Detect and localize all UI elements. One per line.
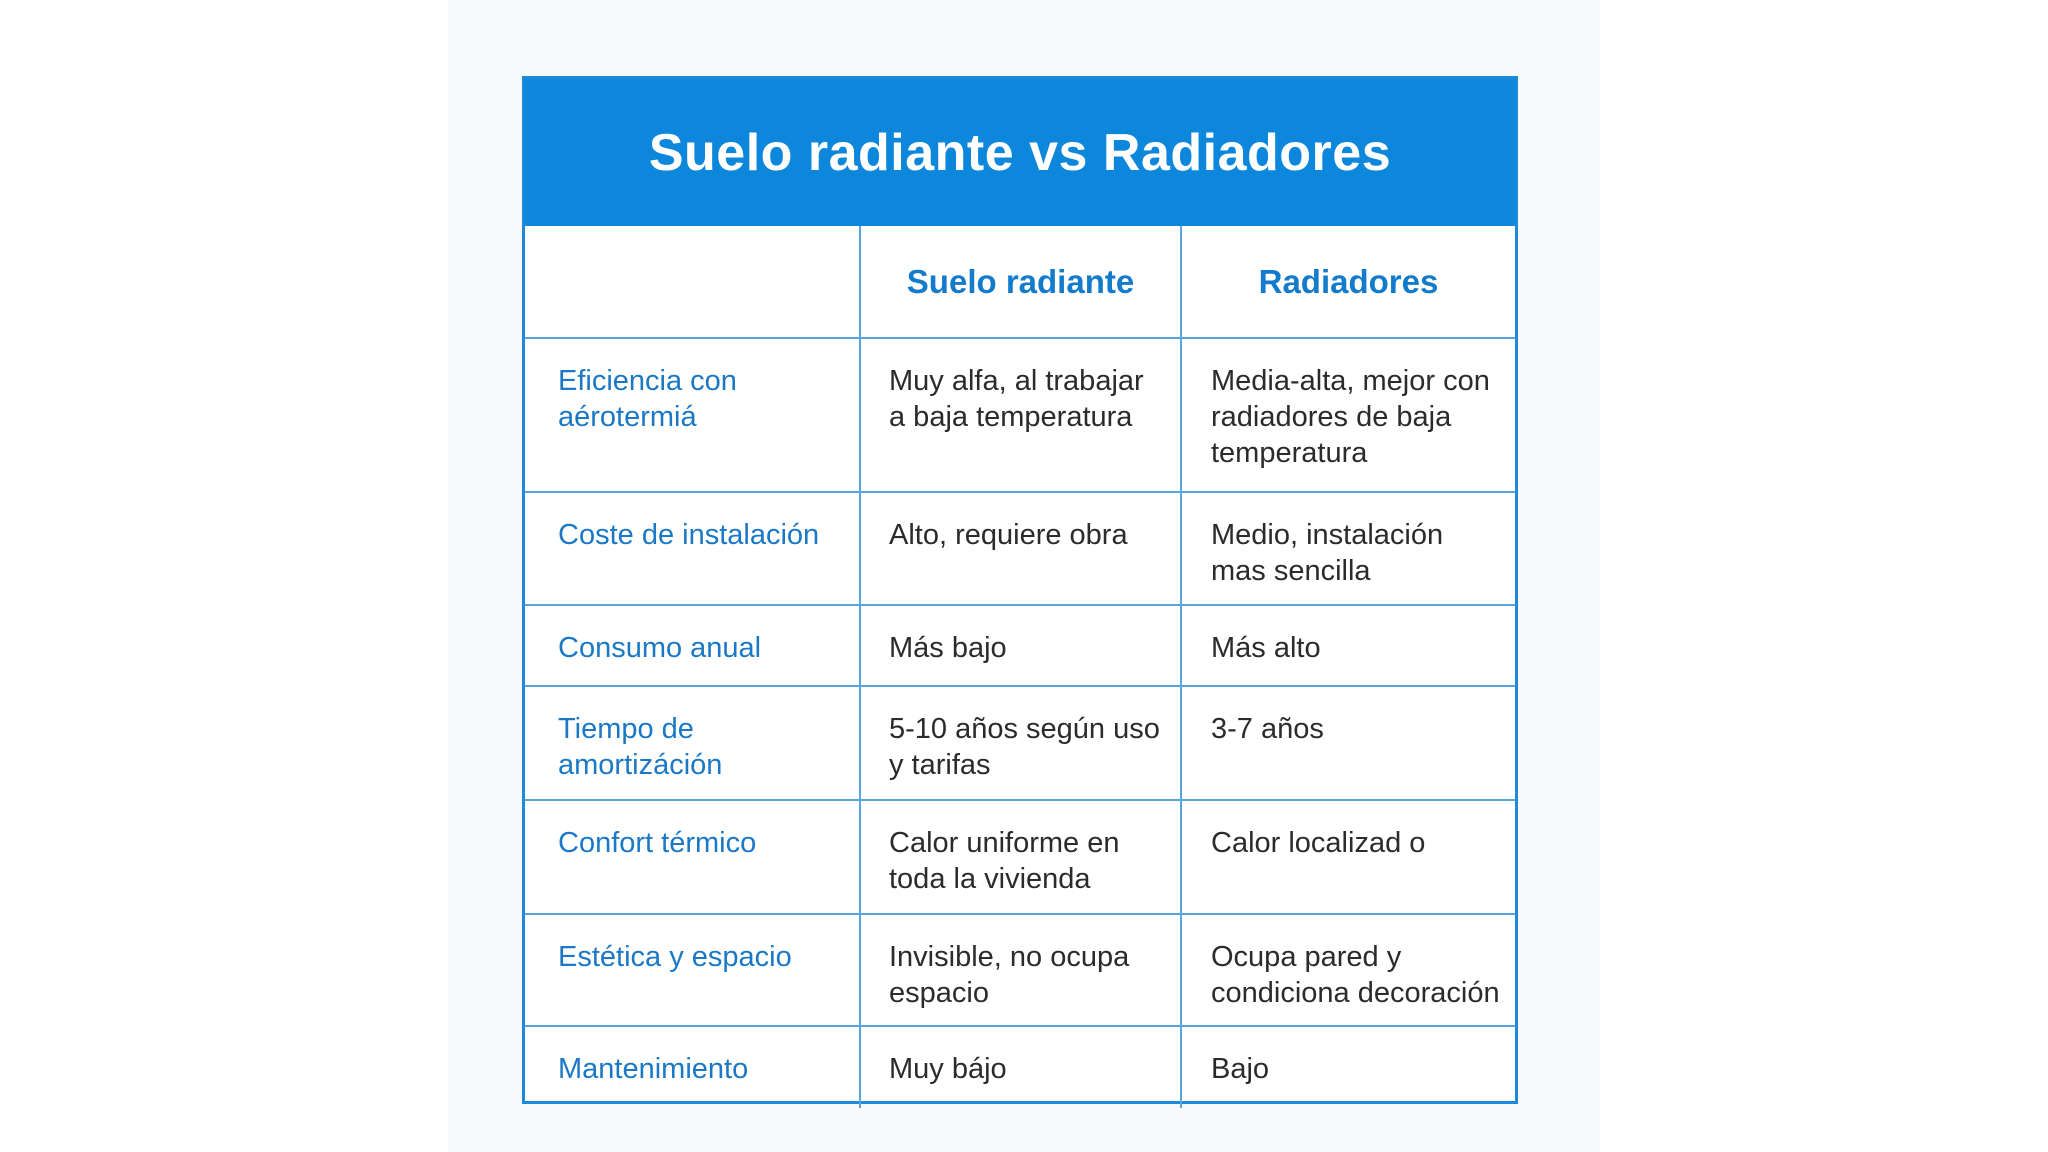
radiadores-value: 3-7 años: [1181, 686, 1515, 800]
suelo-radiante-value: Alto, requiere obra: [860, 492, 1181, 605]
row-label: Tiempo de amortizáción: [525, 686, 860, 800]
suelo-radiante-value: Calor uniforme en toda la vivienda: [860, 800, 1181, 914]
row-label: Estética y espacio: [525, 914, 860, 1026]
table-row: [525, 605, 1515, 686]
radiadores-value: Medio, instalación mas sencilla: [1181, 492, 1515, 605]
suelo-radiante-value: Muy alfa, al trabajar a baja temperatura: [860, 338, 1181, 492]
radiadores-value: Más alto: [1181, 605, 1515, 686]
comparison-card: [522, 76, 1518, 1104]
row-label: Consumo anual: [525, 605, 860, 686]
header-radiadores: Radiadores: [1181, 226, 1515, 338]
suelo-radiante-value: 5-10 años según uso y tarifas: [860, 686, 1181, 800]
suelo-radiante-value: Muy bájo: [860, 1026, 1181, 1108]
row-label: Coste de instalación: [525, 492, 860, 605]
page-title: Suelo radiante vs Radiadores: [648, 123, 1392, 182]
table-row: [525, 686, 1515, 800]
table-row: [525, 914, 1515, 1026]
radiadores-value: Calor localizad o: [1181, 800, 1515, 914]
row-label: Confort térmico: [525, 800, 860, 914]
row-label: Eficiencia con aérotermiá: [525, 338, 860, 492]
table-row: [525, 800, 1515, 914]
table-row: [525, 492, 1515, 605]
table-row: [525, 1026, 1515, 1108]
header-empty-cell: [525, 226, 860, 338]
radiadores-value: Bajo: [1181, 1026, 1515, 1108]
suelo-radiante-value: Invisible, no ocupa espacio: [860, 914, 1181, 1026]
row-label: Mantenimiento: [525, 1026, 860, 1108]
radiadores-value: Ocupa pared y condiciona decoración: [1181, 914, 1515, 1026]
table-row: [525, 338, 1515, 492]
comparison-table: [525, 226, 1515, 1108]
suelo-radiante-value: Más bajo: [860, 605, 1181, 686]
radiadores-value: Media-alta, mejor con radiadores de baja temperatura: [1181, 338, 1515, 492]
header-suelo-radiante: Suelo radiante: [860, 226, 1181, 338]
header-row: [525, 226, 1515, 338]
title-bar: [525, 79, 1515, 226]
